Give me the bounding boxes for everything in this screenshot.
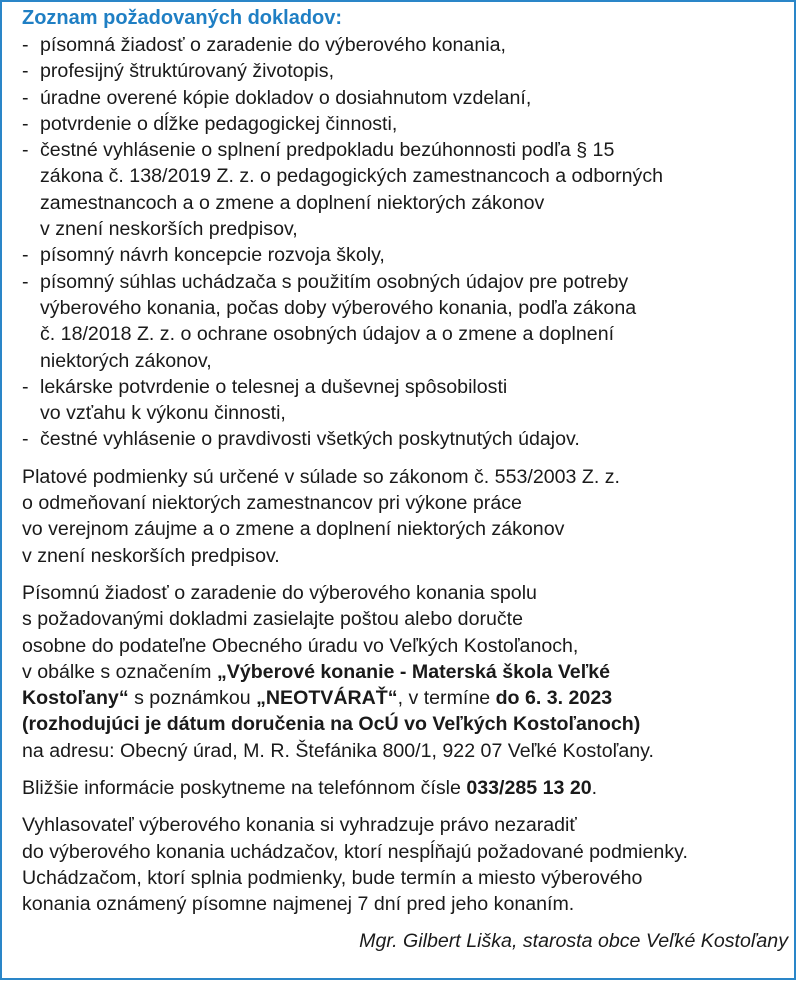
deadline-intro: , v termíne xyxy=(397,687,496,710)
requirement-line: č. 18/2018 Z. z. o ochrane osobných údajov a o zmene a doplnení xyxy=(40,323,615,346)
requirement-line: - písomný súhlas uchádzača s použitím osobných údajov pre potreby xyxy=(40,270,629,293)
requirement-line: niektorých zákonov, xyxy=(40,349,212,372)
requirement-line: - písomná žiadosť o zaradenie do výberového konania, xyxy=(40,34,506,56)
info-paragraph xyxy=(22,775,792,801)
requirement-line: - úradne overené kópie dokladov o dosiahnutom vzdelaní, xyxy=(40,86,532,109)
closing-paragraph xyxy=(22,812,792,917)
address-line: na adresu: Obecný úrad, M. R. Štefánika 800/1, 922 07 Veľké Kostoľany. xyxy=(22,739,654,762)
requirement-item xyxy=(22,32,792,58)
info-line xyxy=(22,775,792,801)
requirement-item xyxy=(22,426,792,452)
submission-line: Písomnú žiadosť o zaradenie do výberového konania spolu xyxy=(22,581,537,604)
info-end: . xyxy=(591,777,598,800)
requirement-item xyxy=(22,111,792,137)
info-text: Bližšie informácie poskytneme na telefónnom čísle xyxy=(22,777,467,800)
requirement-line: - profesijný štruktúrovaný životopis, xyxy=(40,60,335,83)
closing-line: Uchádzačom, ktorí splnia podmienky, bude termín a miesto výberového xyxy=(22,866,643,889)
envelope-label-end: Kostoľany“ xyxy=(22,687,129,710)
requirement-line: vo vzťahu k výkonu činnosti, xyxy=(40,402,286,425)
requirement-line: - lekárske potvrdenie o telesnej a duševnej spôsobilosti xyxy=(40,375,508,398)
requirement-line: - čestné vyhlásenie o splnení predpokladu bezúhonnosti podľa § 15 xyxy=(40,139,615,162)
requirements-heading: Zoznam požadovaných dokladov: xyxy=(22,7,343,29)
requirement-line: zamestnancoch a o zmene a doplnení niektorých zákonov xyxy=(40,191,545,214)
salary-paragraph xyxy=(22,464,792,569)
envelope-intro: v obálke s označením xyxy=(22,660,217,683)
submission-line xyxy=(22,659,792,685)
submission-line xyxy=(22,711,792,737)
salary-line: vo verejnom záujme a o zmene a doplnení niektorých zákonov xyxy=(22,518,565,541)
requirement-item xyxy=(22,374,792,427)
salary-line: v znení neskorších predpisov. xyxy=(22,544,280,567)
requirement-line: v znení neskorších predpisov, xyxy=(40,218,298,241)
requirements-list xyxy=(22,32,792,453)
requirement-line: - čestné vyhlásenie o pravdivosti všetkých poskytnutých údajov. xyxy=(40,428,580,451)
submission-line: osobne do podateľne Obecného úradu vo Veľkých Kostoľanoch, xyxy=(22,634,579,657)
submission-line: s požadovanými dokladmi zasielajte poštou alebo doručte xyxy=(22,608,524,631)
closing-line: Vyhlasovateľ výberového konania si vyhradzuje právo nezaradiť xyxy=(22,814,577,837)
salary-line: Platové podmienky sú určené v súlade so zákonom č. 553/2003 Z. z. xyxy=(22,465,620,488)
requirement-item xyxy=(22,58,792,84)
requirement-line: výberového konania, počas doby výberového konania, podľa zákona xyxy=(40,296,637,319)
phone-number: 033/285 13 20 xyxy=(466,777,592,800)
requirement-item xyxy=(22,242,792,268)
deadline-date: do 6. 3. 2023 xyxy=(495,687,613,710)
requirement-item xyxy=(22,137,792,242)
do-not-open-note: „NEOTVÁRAŤ“ xyxy=(256,687,398,710)
envelope-label: „Výberové konanie - Materská škola Veľké xyxy=(216,660,611,683)
signature: Mgr. Gilbert Liška, starosta obce Veľké Kostoľany xyxy=(359,929,788,952)
submission-line xyxy=(22,685,792,711)
requirement-item xyxy=(22,85,792,111)
closing-line: konania oznámený písomne najmenej 7 dní pred jeho konaním. xyxy=(22,893,575,916)
closing-line: do výberového konania uchádzačov, ktorí nespĺňajú požadované podmienky. xyxy=(22,840,688,863)
requirement-line: - potvrdenie o dĺžke pedagogickej činnosti, xyxy=(40,112,398,135)
requirement-line: - písomný návrh koncepcie rozvoja školy, xyxy=(40,244,385,267)
requirement-line: zákona č. 138/2019 Z. z. o pedagogických zamestnancoch a odborných xyxy=(40,165,664,188)
delivery-note: (rozhodujúci je dátum doručenia na OcÚ vo Veľkých Kostoľanoch) xyxy=(22,713,641,736)
notice-content xyxy=(22,4,792,954)
salary-line: o odmeňovaní niektorých zamestnancov pri výkone práce xyxy=(22,492,522,515)
submission-paragraph xyxy=(22,580,792,764)
note-intro: s poznámkou xyxy=(128,687,257,710)
requirement-item xyxy=(22,269,792,374)
